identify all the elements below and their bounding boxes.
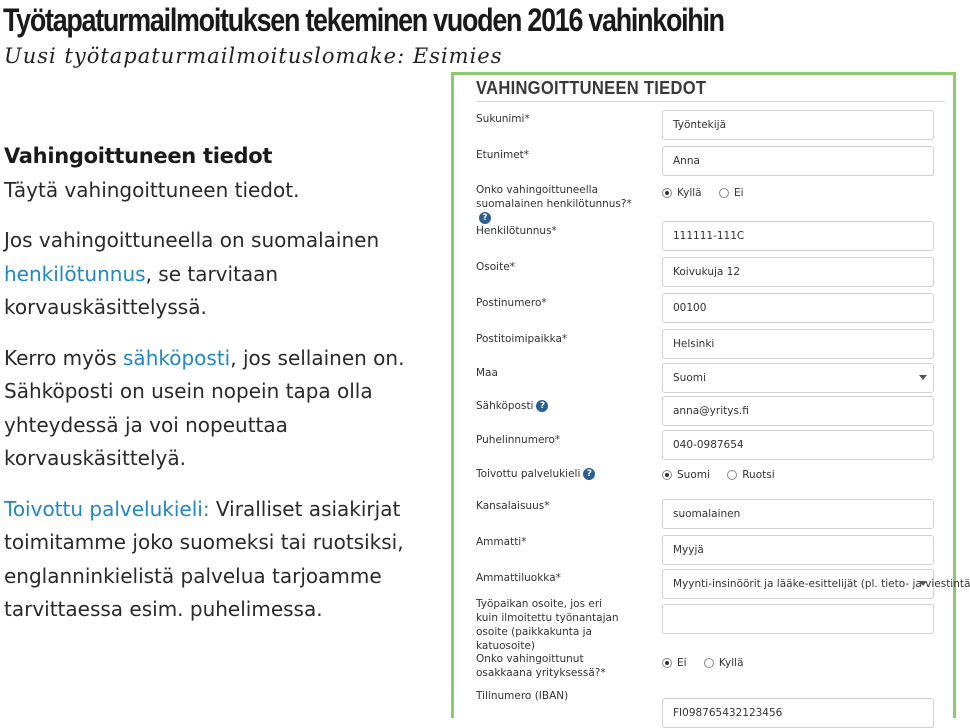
label-maa: Maa: [476, 367, 498, 379]
form-section-title: VAHINGOITTUNEEN TIEDOT: [476, 78, 707, 98]
label-tyopaikan-osoite: Työpaikan osoite, jos eri kuin ilmoitettu työnantajan osoite (paikkakunta ja katuosoite): [476, 598, 619, 652]
label-palvelukieli: [476, 467, 646, 481]
explanation-text: [4, 140, 444, 644]
label-henkilotunnus: Henkilötunnus*: [476, 225, 557, 237]
radio-label-ei: Ei: [733, 187, 744, 199]
input-kansalaisuus[interactable]: suomalainen: [662, 499, 934, 529]
p2-text-after: , se tarvitaan korvauskäsittelyssä.: [4, 261, 279, 319]
label-ammatti: Ammatti*: [476, 536, 527, 548]
label-ammattiluokka: Ammattiluokka*: [476, 572, 561, 584]
slide-title: Työtapaturmailmoituksen tekeminen vuoden 2016 vahinkoihin: [3, 2, 724, 38]
radio-palvelukieli-ruotsi[interactable]: [727, 470, 737, 480]
highlight-henkilotunnus: henkilötunnus: [4, 261, 146, 286]
form-panel: [451, 72, 970, 719]
input-tyopaikan-osoite[interactable]: [662, 604, 934, 634]
caret-down-icon: [919, 581, 927, 586]
radio-label-osakkaana-ei: Ei: [677, 657, 687, 669]
input-osoite[interactable]: Koivukuja 12: [662, 257, 934, 287]
p2-text-before: Jos vahingoittuneella on suomalainen: [4, 228, 380, 252]
p4-text-after: Viralliset asiakirjat toimitamme joko suomeksi tai ruotsiksi, englanninkielistä palvelua tarjoamme tarvittaessa esim. puhelimessa.: [4, 496, 404, 621]
explanation-paragraph-4: [4, 493, 444, 627]
radio-label-suomi: Suomi: [677, 469, 710, 481]
question-circle-icon[interactable]: ?: [583, 468, 595, 480]
question-circle-icon[interactable]: ?: [536, 400, 548, 412]
select-ammattiluokka-value: Myynti-insinöörit ja lääke-esittelijät (pl. tieto- ja viestintä: [673, 578, 970, 590]
input-sahkoposti[interactable]: anna@yritys.fi: [662, 396, 934, 426]
radio-hetu-ei[interactable]: [719, 188, 729, 198]
radio-label-osakkaana-kylla: Kyllä: [718, 657, 744, 669]
input-postitoimipaikka[interactable]: Helsinki: [662, 329, 934, 359]
select-maa[interactable]: [662, 363, 934, 393]
label-postinumero: Postinumero*: [476, 297, 547, 309]
radio-palvelukieli-suomi[interactable]: [662, 470, 672, 480]
label-postitoimipaikka: Postitoimipaikka*: [476, 333, 568, 345]
label-hetu-question-text: Onko vahingoittuneella suomalainen henkilötunnus?*: [476, 184, 632, 210]
input-sukunimi[interactable]: Työntekijä: [662, 110, 934, 140]
select-ammattiluokka[interactable]: [662, 569, 970, 599]
label-puhelinnumero: Puhelinnumero*: [476, 434, 561, 446]
radio-label-ruotsi: Ruotsi: [742, 469, 775, 481]
label-etunimet: Etunimet*: [476, 149, 530, 161]
radio-group-osakkaana: [662, 657, 758, 669]
highlight-palvelukieli: Toivottu palvelukieli:: [4, 496, 210, 521]
label-kansalaisuus: Kansalaisuus*: [476, 500, 550, 512]
select-maa-value: Suomi: [673, 372, 706, 384]
label-sahkoposti: [476, 399, 646, 413]
question-circle-icon[interactable]: ?: [479, 212, 491, 224]
label-hetu-question: [476, 183, 646, 225]
label-sahkoposti-text: Sähköposti: [476, 400, 534, 412]
label-palvelukieli-text: Toivottu palvelukieli: [476, 468, 581, 480]
label-tilinumero: Tilinumero (IBAN): [476, 690, 569, 702]
label-sukunimi: Sukunimi*: [476, 113, 530, 125]
radio-label-kylla: Kyllä: [677, 187, 702, 199]
slide-subtitle: Uusi työtapaturmailmoituslomake: Esimies: [4, 44, 503, 68]
label-osakkaana: Onko vahingoittunut osakkaana yrityksessä?*: [476, 653, 606, 679]
explanation-paragraph-1: [4, 174, 444, 208]
p3-text-after: , jos sellainen on. Sähköposti on usein nopein tapa olla yhteydessä ja voi nopeuttaa korvauskäsittelyä.: [4, 345, 405, 470]
radio-osakkaana-kylla[interactable]: [704, 658, 714, 668]
p1-text: Täytä vahingoittuneen tiedot.: [4, 177, 300, 202]
radio-hetu-kylla[interactable]: [662, 188, 672, 198]
input-puhelinnumero[interactable]: 040-0987654: [662, 430, 934, 460]
input-etunimet[interactable]: Anna: [662, 146, 934, 176]
explanation-paragraph-3: [4, 342, 444, 476]
radio-group-palvelukieli: [662, 469, 789, 481]
explanation-heading: Vahingoittuneen tiedot: [4, 144, 273, 168]
input-henkilotunnus[interactable]: 111111-111C: [662, 221, 934, 251]
caret-down-icon: [919, 375, 927, 380]
p3-text-before: Kerro myös: [4, 345, 124, 370]
label-osoite: Osoite*: [476, 261, 515, 273]
highlight-sahkoposti: sähköposti: [123, 345, 231, 370]
explanation-paragraph-2: [4, 224, 444, 325]
radio-group-hetu: [662, 187, 758, 199]
input-postinumero[interactable]: 00100: [662, 293, 934, 323]
input-tilinumero[interactable]: FI098765432123456: [662, 698, 934, 728]
input-ammatti[interactable]: Myyjä: [662, 535, 934, 565]
section-divider: [476, 101, 945, 102]
radio-osakkaana-ei[interactable]: [662, 658, 672, 668]
